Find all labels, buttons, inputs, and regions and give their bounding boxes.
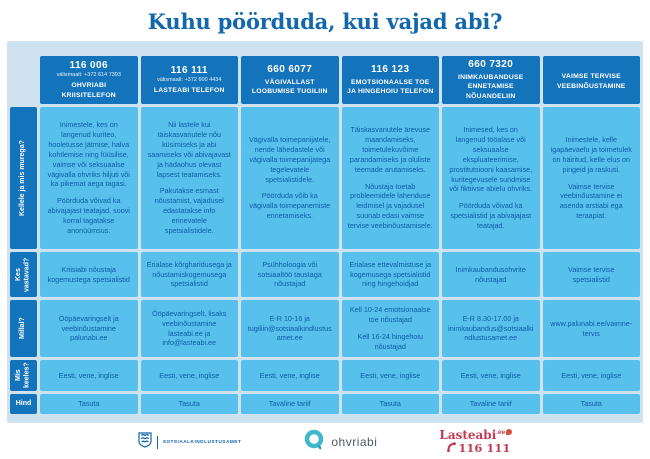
ohvriabi-ring-icon (303, 429, 325, 456)
when-cell (40, 300, 138, 357)
sotsiaalkindlustusamet-logo (138, 432, 242, 453)
when-cell (141, 300, 239, 357)
when-cell (543, 300, 641, 357)
paragraph: Vaimse tervise veebinõustamine ei asenda arstiabi ega teraapiat. (559, 181, 623, 221)
foreign-number: välismaalt: +372 614 7393 (56, 72, 121, 79)
when-cell (442, 300, 540, 357)
ohvriabi-logo (303, 429, 377, 456)
language-cell: Eesti, vene, inglise (241, 360, 339, 391)
foreign-number: välismaalt: +372 600 4434 (157, 76, 222, 83)
about-cell (241, 107, 339, 249)
paragraph: E-R 10-16 ja tugiliin@sotsiaalkindlustusamet.ee (247, 313, 332, 343)
page-title: Kuhu pöörduda, kui vajad abi? (147, 9, 503, 34)
who-cell: Kriisiabi nõustaja kogemustega spetsialistid (40, 252, 138, 297)
paragraph: Nii lastele kui täiskasvanutele nõu küsimiseks ja abi saamiseks või abivajavast ja hädaohus olevast lapsest teatamiseks. (147, 119, 231, 179)
paragraph: Pakutakse esmast nõustamist, vajadusel edastatakse info erinevatele spetsialistidele. (154, 186, 224, 236)
when-cell (342, 300, 440, 357)
lasteabi-number: 116 111 (458, 440, 511, 455)
language-cell: Eesti, vene, inglise (442, 360, 540, 391)
header-cell-ohvriabi (40, 56, 138, 104)
about-cell (442, 107, 540, 249)
service-name: EMOTSIONAALSE TOE JA HINGEHOIU TELEFON (347, 78, 434, 95)
about-cell (141, 107, 239, 249)
who-cell: Erialase kõrgharidusega ja nõustamiskogemusega spetsialistid (141, 252, 239, 297)
who-cell: Inimkaubandusohvrite nõustajad (442, 252, 540, 297)
about-cell (40, 107, 138, 249)
paragraph: Pöörduda võib ka vägivalla toimepanemiste ennetamiseks. (249, 191, 331, 221)
estonian-coat-of-arms-icon (138, 432, 152, 453)
price-cell: Tavaline tariif (241, 394, 339, 414)
paragraph: Inimestele, kelle igapäevaelu ja toimetulek on häiritud, kelle elus on pingeid ja raskusi. (550, 134, 632, 174)
service-name: INIMKAUBANDUSE ENNETAMISE NÕUANDELIIN (458, 74, 524, 100)
phone-receiver-icon (447, 442, 456, 455)
phone-number: 116 111 (170, 64, 208, 76)
paragraph: Vägivalla toimepanijatele, nende lähedastele või vägivalla toimepanijatega tegelevatele spetsialistidele. (248, 134, 331, 184)
who-cell: Erialase ettevalmistuse ja kogemusega spetsialistid ning hingehoidjad (342, 252, 440, 297)
row-label-kes-vastavad: Kes vastavad? (10, 252, 37, 297)
row-label-mis-keeles: Mis keeles? (10, 360, 37, 391)
language-cell: Eesti, vene, inglise (543, 360, 641, 391)
table-board (7, 41, 643, 423)
header-cell-vagivallast (241, 56, 339, 104)
row-label-millal: Millal? (10, 300, 37, 357)
lasteabi-wordmark: Lasteabi (439, 428, 497, 443)
language-cell: Eesti, vene, inglise (40, 360, 138, 391)
when-cell (241, 300, 339, 357)
paragraph: Täiskasvanutele ärevuse maandamiseks, toimetulekuvõime parandamiseks ja oluliste teemade arutamiseks. (349, 124, 431, 174)
price-cell: Tasuta (141, 394, 239, 414)
lasteabi-domain: .ee (496, 429, 506, 437)
ohvriabi-wordmark: ohvriabi (331, 435, 378, 449)
service-name: VÄGIVALLAST LOOBUMISE TUGILIIN (251, 78, 328, 95)
paragraph: Kell 16-24 hingehoiu nõustajad (357, 332, 424, 351)
price-cell: Tavaline tariif (442, 394, 540, 414)
paragraph: www.palunabi.ee/vaimne-tervis (550, 318, 633, 338)
service-name: LASTEABI TELEFON (153, 86, 225, 94)
paragraph: Pöörduda võivad ka abivajajast teatajad, soovi korral tagatakse anonüümsus. (47, 196, 130, 236)
price-cell: Tasuta (342, 394, 440, 414)
speech-bubble-icon (506, 429, 512, 435)
service-name: OHVRIABI KRIISITELEFON (61, 82, 116, 99)
who-cell: Vaimse tervise spetsialistid (543, 252, 641, 297)
phone-number: 660 6077 (267, 63, 313, 75)
header-cell-emotsionaalse (342, 56, 440, 104)
language-cell: Eesti, vene, inglise (342, 360, 440, 391)
paragraph: Nõustaja toetab probleemidele lahenduse leidmisel ja vajadusel suunab edasi vaimse tervise veebinõustamisele. (347, 181, 433, 231)
logo-divider (157, 436, 158, 449)
row-label-hind: Hind (10, 394, 37, 414)
price-cell: Tasuta (543, 394, 641, 414)
header-cell-vaimse-tervise (543, 56, 641, 104)
paragraph: Inimesed, kes on langenud tööalase või seksuaalse ekspluateerimise, prostitutsiooni kaasamise, kuritegevusele sundmise või fiktiivse abielu ohvriks. (449, 124, 533, 194)
paragraph: Kell 10-24 emotsionaalse toe nõustajad (349, 305, 431, 325)
language-cell: Eesti, vene, inglise (141, 360, 239, 391)
paragraph: E-R 8.30-17.00 ja inimkaubandus@sotsiaalkindlustusamet.ee (448, 313, 534, 343)
paragraph: Pöörduda võivad ka spetsialistid ja abivajajast teatajad. (450, 201, 532, 231)
service-name: VAIMSE TERVISE VEEBINÕUSTAMINE (556, 73, 626, 90)
header-cell-lasteabi (141, 56, 239, 104)
row-label-kellele: Kellele ja mis murega? (10, 107, 37, 249)
agency-name: SOTSIAALKINDLUSTUSAMET (162, 439, 242, 445)
paragraph: Inimestele, kes on langenud kuriteo, hooletusse jätmise, halva kohtlemise ning füüsilise, vaimse või seksuaalse vägivalla ohvriks hiljuti või ka pikemat aega tagasi. (47, 119, 130, 189)
who-cell: Psühholoogia või sotsiaaltöö taustaga nõustajad (241, 252, 339, 297)
paragraph: Ööpäevaringselt, lisaks veebinõustamine lasteabi.ee ja info@lasteabi.ee (152, 308, 227, 348)
helpline-table (10, 56, 640, 414)
phone-number: 660 7320 (468, 59, 514, 71)
phone-number: 116 123 (371, 63, 410, 75)
about-cell (543, 107, 641, 249)
footer-logos (0, 423, 650, 458)
lasteabi-logo (439, 429, 512, 455)
corner-spacer (10, 56, 37, 104)
header-cell-inimkaubanduse (442, 56, 540, 104)
price-cell: Tasuta (40, 394, 138, 414)
paragraph: Ööpäevaringselt ja veebinõustamine palunabi.ee (58, 313, 119, 343)
phone-number: 116 006 (69, 60, 108, 72)
about-cell (342, 107, 440, 249)
